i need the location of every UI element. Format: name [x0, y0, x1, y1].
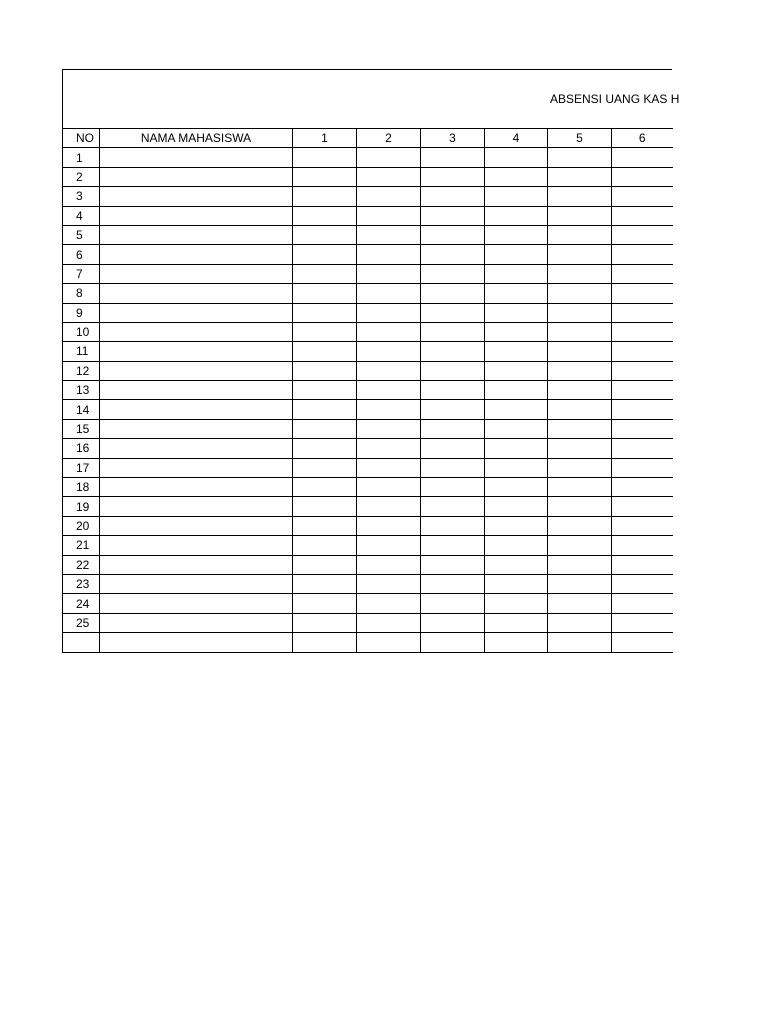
session-3-cell[interactable] — [421, 633, 485, 652]
session-5-cell[interactable] — [548, 633, 612, 652]
student-name-cell[interactable] — [100, 187, 293, 206]
session-5-cell[interactable] — [548, 206, 612, 225]
session-5-cell[interactable] — [548, 381, 612, 400]
session-5-cell[interactable] — [548, 361, 612, 380]
session-1-cell[interactable] — [293, 284, 357, 303]
row-number-cell: 23 — [63, 574, 100, 593]
session-3-cell[interactable] — [421, 284, 485, 303]
student-name-cell[interactable] — [100, 225, 293, 244]
session-2-cell[interactable] — [357, 439, 421, 458]
session-1-cell[interactable] — [293, 497, 357, 516]
session-1-cell[interactable] — [293, 516, 357, 535]
header-no: NO — [63, 129, 100, 148]
session-6-cell[interactable] — [612, 497, 673, 516]
table-row — [63, 574, 673, 593]
session-2-cell[interactable] — [357, 478, 421, 497]
session-6-cell[interactable] — [612, 167, 673, 186]
row-number-cell: 11 — [63, 342, 100, 361]
session-1-cell[interactable] — [293, 536, 357, 555]
table-row — [63, 594, 673, 613]
session-5-cell[interactable] — [548, 555, 612, 574]
header-session-3: 3 — [421, 129, 485, 148]
session-3-cell[interactable] — [421, 594, 485, 613]
session-4-cell[interactable] — [485, 400, 548, 419]
row-number-cell: 16 — [63, 439, 100, 458]
table-row — [63, 439, 673, 458]
session-2-cell[interactable] — [357, 594, 421, 613]
table-row — [63, 613, 673, 632]
session-4-cell[interactable] — [485, 458, 548, 477]
row-number-cell: 22 — [63, 555, 100, 574]
student-name-cell[interactable] — [100, 458, 293, 477]
session-3-cell[interactable] — [421, 264, 485, 283]
header-session-5: 5 — [548, 129, 612, 148]
student-name-cell[interactable] — [100, 322, 293, 341]
session-3-cell[interactable] — [421, 536, 485, 555]
session-1-cell[interactable] — [293, 206, 357, 225]
session-1-cell[interactable] — [293, 400, 357, 419]
row-number-cell: 1 — [63, 148, 100, 167]
session-6-cell[interactable] — [612, 536, 673, 555]
row-number-cell: 14 — [63, 400, 100, 419]
student-name-cell[interactable] — [100, 613, 293, 632]
session-3-cell[interactable] — [421, 245, 485, 264]
row-number-cell: 25 — [63, 613, 100, 632]
session-4-cell[interactable] — [485, 419, 548, 438]
session-4-cell[interactable] — [485, 322, 548, 341]
session-6-cell[interactable] — [612, 225, 673, 244]
session-2-cell[interactable] — [357, 536, 421, 555]
row-number-cell: 17 — [63, 458, 100, 477]
table-row — [63, 555, 673, 574]
session-6-cell[interactable] — [612, 381, 673, 400]
session-6-cell[interactable] — [612, 303, 673, 322]
session-6-cell[interactable] — [612, 478, 673, 497]
session-2-cell[interactable] — [357, 342, 421, 361]
session-3-cell[interactable] — [421, 497, 485, 516]
header-row — [63, 129, 673, 148]
row-number-cell: 15 — [63, 419, 100, 438]
table-row — [63, 497, 673, 516]
session-3-cell[interactable] — [421, 613, 485, 632]
session-4-cell[interactable] — [485, 574, 548, 593]
session-5-cell[interactable] — [548, 516, 612, 535]
table-row — [63, 419, 673, 438]
session-2-cell[interactable] — [357, 206, 421, 225]
table-row — [63, 478, 673, 497]
student-name-cell[interactable] — [100, 264, 293, 283]
session-1-cell[interactable] — [293, 148, 357, 167]
session-3-cell[interactable] — [421, 187, 485, 206]
session-3-cell[interactable] — [421, 381, 485, 400]
session-5-cell[interactable] — [548, 439, 612, 458]
session-3-cell[interactable] — [421, 458, 485, 477]
student-name-cell[interactable] — [100, 574, 293, 593]
session-1-cell[interactable] — [293, 613, 357, 632]
session-1-cell[interactable] — [293, 245, 357, 264]
table-row — [63, 225, 673, 244]
session-2-cell[interactable] — [357, 419, 421, 438]
student-name-cell[interactable] — [100, 381, 293, 400]
session-5-cell[interactable] — [548, 613, 612, 632]
row-number-cell: 12 — [63, 361, 100, 380]
session-2-cell[interactable] — [357, 361, 421, 380]
session-3-cell[interactable] — [421, 206, 485, 225]
student-name-cell[interactable] — [100, 555, 293, 574]
session-2-cell[interactable] — [357, 284, 421, 303]
session-3-cell[interactable] — [421, 419, 485, 438]
session-3-cell[interactable] — [421, 167, 485, 186]
row-number-cell — [63, 633, 100, 652]
table-row — [63, 381, 673, 400]
student-name-cell[interactable] — [100, 497, 293, 516]
row-number-cell: 6 — [63, 245, 100, 264]
session-3-cell[interactable] — [421, 225, 485, 244]
session-2-cell[interactable] — [357, 187, 421, 206]
session-5-cell[interactable] — [548, 284, 612, 303]
session-1-cell[interactable] — [293, 458, 357, 477]
session-5-cell[interactable] — [548, 342, 612, 361]
session-3-cell[interactable] — [421, 574, 485, 593]
session-6-cell[interactable] — [612, 633, 673, 652]
session-6-cell[interactable] — [612, 613, 673, 632]
student-name-cell[interactable] — [100, 361, 293, 380]
session-4-cell[interactable] — [485, 225, 548, 244]
student-name-cell[interactable] — [100, 284, 293, 303]
row-number-cell: 21 — [63, 536, 100, 555]
session-3-cell[interactable] — [421, 439, 485, 458]
session-6-cell[interactable] — [612, 322, 673, 341]
table-row — [63, 458, 673, 477]
session-4-cell[interactable] — [485, 206, 548, 225]
session-2-cell[interactable] — [357, 148, 421, 167]
session-6-cell[interactable] — [612, 264, 673, 283]
session-3-cell[interactable] — [421, 555, 485, 574]
student-name-cell[interactable] — [100, 303, 293, 322]
session-3-cell[interactable] — [421, 478, 485, 497]
session-4-cell[interactable] — [485, 633, 548, 652]
session-6-cell[interactable] — [612, 458, 673, 477]
session-6-cell[interactable] — [612, 284, 673, 303]
row-number-cell: 24 — [63, 594, 100, 613]
session-3-cell[interactable] — [421, 342, 485, 361]
session-5-cell[interactable] — [548, 458, 612, 477]
session-1-cell[interactable] — [293, 322, 357, 341]
session-3-cell[interactable] — [421, 516, 485, 535]
session-3-cell[interactable] — [421, 361, 485, 380]
student-name-cell[interactable] — [100, 245, 293, 264]
session-1-cell[interactable] — [293, 361, 357, 380]
session-6-cell[interactable] — [612, 245, 673, 264]
row-number-cell: 19 — [63, 497, 100, 516]
session-2-cell[interactable] — [357, 400, 421, 419]
session-4-cell[interactable] — [485, 167, 548, 186]
header-name: NAMA MAHASISWA — [100, 129, 293, 148]
header-session-6: 6 — [612, 129, 673, 148]
session-1-cell[interactable] — [293, 381, 357, 400]
table-row — [63, 633, 673, 652]
session-1-cell[interactable] — [293, 167, 357, 186]
session-4-cell[interactable] — [485, 361, 548, 380]
row-number-cell: 5 — [63, 225, 100, 244]
row-number-cell: 18 — [63, 478, 100, 497]
session-5-cell[interactable] — [548, 187, 612, 206]
table-row — [63, 264, 673, 283]
attendance-sheet — [62, 69, 680, 652]
session-4-cell[interactable] — [485, 613, 548, 632]
row-number-cell: 4 — [63, 206, 100, 225]
session-4-cell[interactable] — [485, 478, 548, 497]
session-1-cell[interactable] — [293, 633, 357, 652]
session-1-cell[interactable] — [293, 187, 357, 206]
row-number-cell: 8 — [63, 284, 100, 303]
row-number-cell: 13 — [63, 381, 100, 400]
session-3-cell[interactable] — [421, 303, 485, 322]
session-2-cell[interactable] — [357, 381, 421, 400]
header-session-2: 2 — [357, 129, 421, 148]
session-2-cell[interactable] — [357, 264, 421, 283]
session-2-cell[interactable] — [357, 167, 421, 186]
table-body — [63, 129, 673, 653]
row-number-cell: 20 — [63, 516, 100, 535]
session-2-cell[interactable] — [357, 322, 421, 341]
table-row — [63, 516, 673, 535]
session-4-cell[interactable] — [485, 342, 548, 361]
table-row — [63, 245, 673, 264]
session-4-cell[interactable] — [485, 245, 548, 264]
student-name-cell[interactable] — [100, 478, 293, 497]
session-1-cell[interactable] — [293, 342, 357, 361]
session-2-cell[interactable] — [357, 497, 421, 516]
session-5-cell[interactable] — [548, 536, 612, 555]
session-6-cell[interactable] — [612, 400, 673, 419]
header-session-1: 1 — [293, 129, 357, 148]
student-name-cell[interactable] — [100, 594, 293, 613]
student-name-cell[interactable] — [100, 536, 293, 555]
session-1-cell[interactable] — [293, 555, 357, 574]
session-5-cell[interactable] — [548, 574, 612, 593]
row-number-cell: 7 — [63, 264, 100, 283]
session-1-cell[interactable] — [293, 419, 357, 438]
session-1-cell[interactable] — [293, 574, 357, 593]
session-1-cell[interactable] — [293, 264, 357, 283]
session-3-cell[interactable] — [421, 322, 485, 341]
student-name-cell[interactable] — [100, 516, 293, 535]
session-6-cell[interactable] — [612, 574, 673, 593]
table-row — [63, 361, 673, 380]
session-4-cell[interactable] — [485, 381, 548, 400]
table-row — [63, 400, 673, 419]
session-4-cell[interactable] — [485, 284, 548, 303]
row-number-cell: 10 — [63, 322, 100, 341]
session-5-cell[interactable] — [548, 322, 612, 341]
session-5-cell[interactable] — [548, 245, 612, 264]
table-row — [63, 303, 673, 322]
session-5-cell[interactable] — [548, 148, 612, 167]
session-1-cell[interactable] — [293, 303, 357, 322]
session-4-cell[interactable] — [485, 594, 548, 613]
table-row — [63, 148, 673, 167]
session-6-cell[interactable] — [612, 361, 673, 380]
session-1-cell[interactable] — [293, 225, 357, 244]
session-4-cell[interactable] — [485, 148, 548, 167]
session-5-cell[interactable] — [548, 497, 612, 516]
session-6-cell[interactable] — [612, 206, 673, 225]
session-5-cell[interactable] — [548, 167, 612, 186]
session-2-cell[interactable] — [357, 225, 421, 244]
session-5-cell[interactable] — [548, 594, 612, 613]
session-4-cell[interactable] — [485, 516, 548, 535]
session-5-cell[interactable] — [548, 225, 612, 244]
session-5-cell[interactable] — [548, 303, 612, 322]
table-row — [63, 187, 673, 206]
session-2-cell[interactable] — [357, 516, 421, 535]
session-2-cell[interactable] — [357, 574, 421, 593]
session-4-cell[interactable] — [485, 264, 548, 283]
student-name-cell[interactable] — [100, 400, 293, 419]
session-4-cell[interactable] — [485, 555, 548, 574]
session-2-cell[interactable] — [357, 613, 421, 632]
table-row — [63, 322, 673, 341]
session-6-cell[interactable] — [612, 516, 673, 535]
title-row — [63, 70, 680, 129]
session-4-cell[interactable] — [485, 187, 548, 206]
session-6-cell[interactable] — [612, 187, 673, 206]
session-6-cell[interactable] — [612, 148, 673, 167]
sheet-title: ABSENSI UANG KAS H — [550, 92, 680, 106]
student-name-cell[interactable] — [100, 633, 293, 652]
session-3-cell[interactable] — [421, 400, 485, 419]
student-name-cell[interactable] — [100, 342, 293, 361]
student-name-cell[interactable] — [100, 206, 293, 225]
session-6-cell[interactable] — [612, 594, 673, 613]
row-number-cell: 9 — [63, 303, 100, 322]
session-6-cell[interactable] — [612, 439, 673, 458]
session-4-cell[interactable] — [485, 536, 548, 555]
session-2-cell[interactable] — [357, 555, 421, 574]
session-2-cell[interactable] — [357, 458, 421, 477]
session-6-cell[interactable] — [612, 555, 673, 574]
student-name-cell[interactable] — [100, 167, 293, 186]
session-6-cell[interactable] — [612, 419, 673, 438]
session-1-cell[interactable] — [293, 478, 357, 497]
session-3-cell[interactable] — [421, 148, 485, 167]
table-row — [63, 536, 673, 555]
table-row — [63, 284, 673, 303]
header-session-4: 4 — [485, 129, 548, 148]
session-5-cell[interactable] — [548, 400, 612, 419]
session-4-cell[interactable] — [485, 303, 548, 322]
session-5-cell[interactable] — [548, 419, 612, 438]
student-name-cell[interactable] — [100, 148, 293, 167]
session-1-cell[interactable] — [293, 594, 357, 613]
session-4-cell[interactable] — [485, 439, 548, 458]
table-row — [63, 206, 673, 225]
student-name-cell[interactable] — [100, 439, 293, 458]
session-2-cell[interactable] — [357, 245, 421, 264]
table-row — [63, 342, 673, 361]
table-row — [63, 167, 673, 186]
session-2-cell[interactable] — [357, 303, 421, 322]
session-6-cell[interactable] — [612, 342, 673, 361]
session-4-cell[interactable] — [485, 497, 548, 516]
row-number-cell: 3 — [63, 187, 100, 206]
session-1-cell[interactable] — [293, 439, 357, 458]
row-number-cell: 2 — [63, 167, 100, 186]
session-5-cell[interactable] — [548, 264, 612, 283]
student-name-cell[interactable] — [100, 419, 293, 438]
attendance-table — [62, 128, 673, 653]
session-5-cell[interactable] — [548, 478, 612, 497]
session-2-cell[interactable] — [357, 633, 421, 652]
